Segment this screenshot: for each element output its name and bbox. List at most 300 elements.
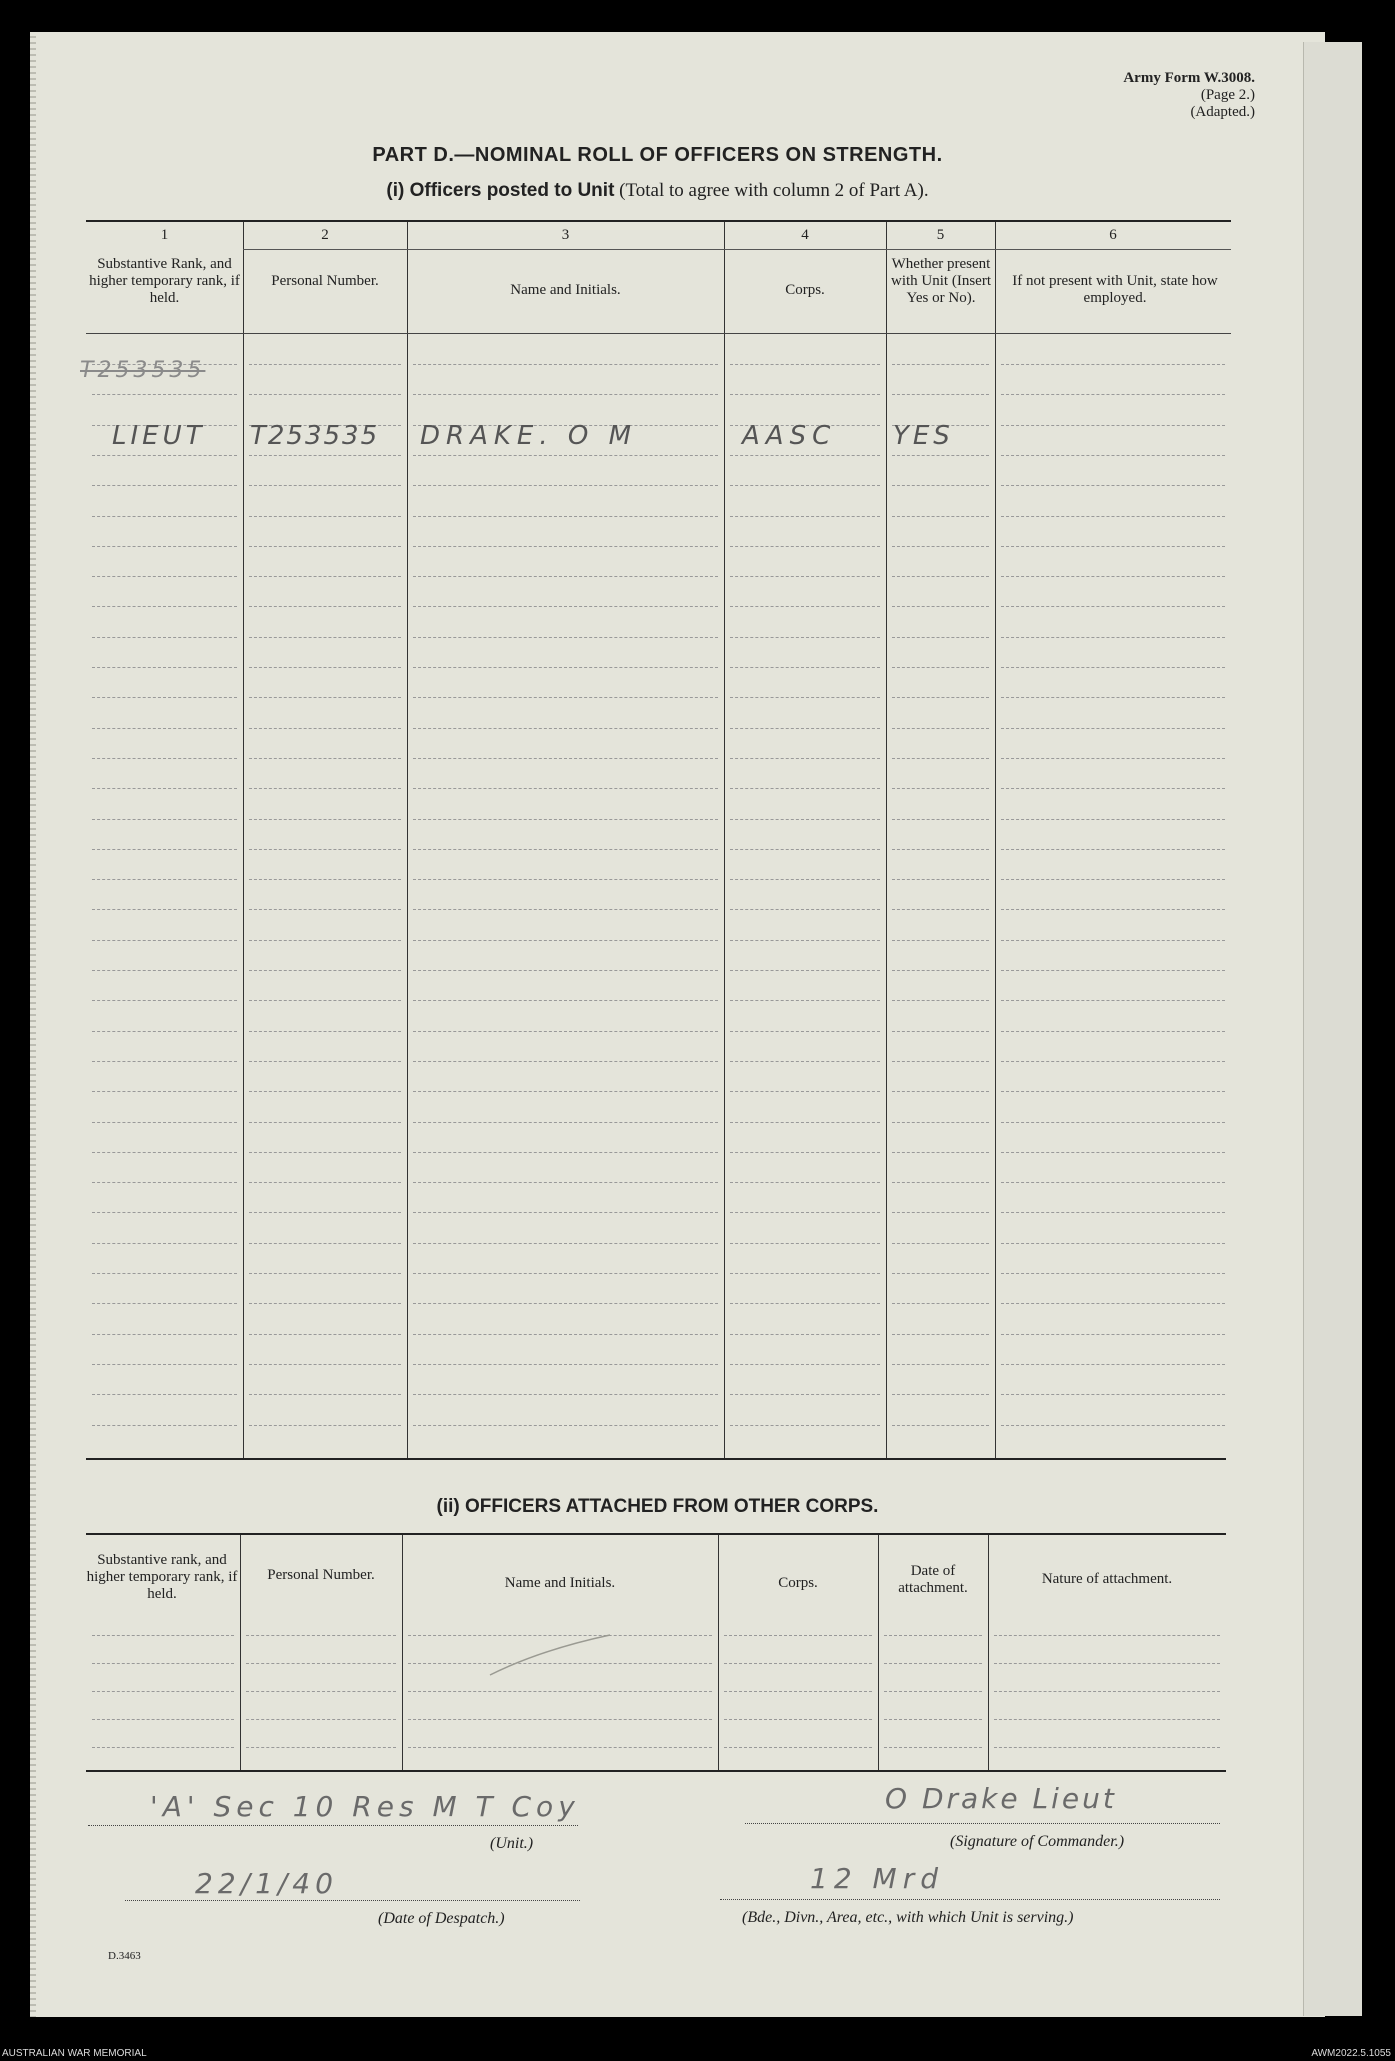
ruled-line <box>249 697 401 698</box>
ruled-line <box>92 1394 237 1395</box>
ruled-line <box>1001 606 1225 607</box>
ruled-line <box>1001 1425 1225 1426</box>
ruled-line <box>413 1425 718 1426</box>
signature-dotted-line <box>745 1823 1220 1824</box>
ruled-line <box>249 1182 401 1183</box>
ruled-line <box>1001 425 1225 426</box>
ruled-line <box>249 728 401 729</box>
table1-col-divider-4 <box>886 222 887 1458</box>
ruled-line <box>249 1243 401 1244</box>
ruled-line <box>1001 455 1225 456</box>
ruled-line <box>1001 1243 1225 1244</box>
ruled-line <box>1001 1182 1225 1183</box>
ruled-line <box>1001 1212 1225 1213</box>
header-present: Whether present with Unit (Insert Yes or No). <box>891 256 991 306</box>
header-name: Name and Initials. <box>510 282 621 298</box>
ruled-line <box>1001 728 1225 729</box>
entry-corps: AASC <box>742 421 837 451</box>
ruled-line <box>730 576 880 577</box>
ruled-line <box>408 1691 712 1692</box>
ruled-line <box>1001 576 1225 577</box>
ruled-line <box>1001 879 1225 880</box>
ruled-line <box>892 1031 989 1032</box>
ruled-line <box>892 819 989 820</box>
ruled-line <box>730 455 880 456</box>
ruled-line <box>92 1364 237 1365</box>
ruled-line <box>1001 637 1225 638</box>
ruled-line <box>249 485 401 486</box>
unit-label: (Unit.) <box>490 1835 534 1852</box>
ruled-line <box>92 1334 237 1335</box>
ruled-line <box>892 788 989 789</box>
header2-rank: Substantive rank, and higher temporary rank, if held. <box>86 1552 238 1602</box>
ruled-line <box>413 1000 718 1001</box>
form-page: (Page 2.) <box>1200 87 1255 103</box>
ruled-line <box>892 1273 989 1274</box>
ruled-line <box>413 516 718 517</box>
ruled-line <box>413 1334 718 1335</box>
ruled-line <box>413 1273 718 1274</box>
ruled-line <box>92 394 237 395</box>
ruled-line <box>92 1031 237 1032</box>
table1-number-rule <box>243 249 1231 250</box>
ruled-line <box>413 728 718 729</box>
ruled-line <box>92 606 237 607</box>
ruled-line <box>892 970 989 971</box>
ruled-line <box>730 697 880 698</box>
ruled-line <box>413 485 718 486</box>
ruled-line <box>413 576 718 577</box>
ruled-line <box>730 819 880 820</box>
ruled-line <box>884 1747 982 1748</box>
ruled-line <box>1001 1152 1225 1153</box>
ruled-line <box>92 516 237 517</box>
ruled-line <box>1001 970 1225 971</box>
ruled-line <box>92 1691 234 1692</box>
ruled-line <box>892 1394 989 1395</box>
header-corps: Corps. <box>785 282 825 298</box>
ruled-line <box>892 1303 989 1304</box>
ruled-line <box>1001 546 1225 547</box>
ruled-line <box>730 1031 880 1032</box>
col-number-4: 4 <box>801 227 809 243</box>
ruled-line <box>413 1061 718 1062</box>
ruled-line <box>413 546 718 547</box>
ruled-line <box>92 909 237 910</box>
ruled-line <box>730 394 880 395</box>
ruled-line <box>892 1182 989 1183</box>
section2-title: (ii) OFFICERS ATTACHED FROM OTHER CORPS. <box>436 1496 879 1517</box>
ruled-line <box>730 1364 880 1365</box>
ruled-line <box>730 1061 880 1062</box>
ruled-line <box>730 485 880 486</box>
entry-present: YES <box>893 421 954 451</box>
header-rank: Substantive Rank, and higher temporary rank, if held. <box>89 256 240 306</box>
ruled-line <box>994 1691 1220 1692</box>
signature-value: O Drake Lieut <box>885 1782 1117 1815</box>
ruled-line <box>892 1243 989 1244</box>
ruled-line <box>1001 758 1225 759</box>
ruled-line <box>92 1425 237 1426</box>
ruled-line <box>1001 849 1225 850</box>
ruled-line <box>892 1061 989 1062</box>
date-dotted-line <box>125 1900 580 1901</box>
ruled-line <box>413 637 718 638</box>
ruled-line <box>413 788 718 789</box>
ruled-line <box>249 1394 401 1395</box>
col-number-1: 1 <box>160 227 169 243</box>
header-personal-number: Personal Number. <box>271 273 379 289</box>
page-title: PART D.—NOMINAL ROLL OF OFFICERS ON STRENGTH. <box>372 144 943 166</box>
ruled-line <box>724 1747 872 1748</box>
ruled-line <box>249 940 401 941</box>
ruled-line <box>246 1635 396 1636</box>
ruled-line <box>413 364 718 365</box>
ruled-line <box>730 909 880 910</box>
ruled-line <box>249 455 401 456</box>
ruled-line <box>413 455 718 456</box>
ruled-line <box>1001 516 1225 517</box>
ruled-line <box>892 849 989 850</box>
form-number: Army Form W.3008. <box>1123 70 1255 86</box>
ruled-line <box>1001 1303 1225 1304</box>
ruled-line <box>249 1061 401 1062</box>
ruled-line <box>249 1425 401 1426</box>
form-code: D.3463 <box>108 1950 141 1962</box>
ruled-line <box>249 849 401 850</box>
ruled-line <box>730 606 880 607</box>
ruled-line <box>92 637 237 638</box>
ruled-line <box>892 1334 989 1335</box>
ruled-line <box>92 1091 237 1092</box>
ruled-line <box>892 909 989 910</box>
table2-col-divider-4 <box>878 1535 879 1770</box>
ruled-line <box>92 1303 237 1304</box>
ruled-line <box>892 940 989 941</box>
ruled-line <box>413 819 718 820</box>
ruled-line <box>1001 485 1225 486</box>
ruled-line <box>92 1719 234 1720</box>
col-number-2: 2 <box>321 227 329 243</box>
perforated-edge <box>30 32 36 2017</box>
signature-label: (Signature of Commander.) <box>950 1833 1125 1850</box>
header2-corps: Corps. <box>778 1575 818 1591</box>
ruled-line <box>413 1031 718 1032</box>
ruled-line <box>92 940 237 941</box>
ruled-line <box>92 1000 237 1001</box>
ruled-line <box>730 758 880 759</box>
ruled-line <box>1001 1000 1225 1001</box>
ruled-line <box>249 1122 401 1123</box>
ruled-line <box>92 1212 237 1213</box>
ruled-line <box>246 1663 396 1664</box>
ruled-line <box>1001 364 1225 365</box>
ruled-line <box>249 667 401 668</box>
ruled-line <box>1001 819 1225 820</box>
formation-dotted-line <box>720 1899 1220 1900</box>
ruled-line <box>249 1152 401 1153</box>
ruled-line <box>730 1212 880 1213</box>
ruled-line <box>892 1212 989 1213</box>
formation-label: (Bde., Divn., Area, etc., with which Unit is serving.) <box>742 1909 1074 1926</box>
ruled-line <box>413 1303 718 1304</box>
ruled-line <box>994 1747 1220 1748</box>
ruled-line <box>92 1182 237 1183</box>
ruled-line <box>730 849 880 850</box>
ruled-line <box>92 1122 237 1123</box>
ruled-line <box>413 1091 718 1092</box>
ruled-line <box>413 1212 718 1213</box>
entry-rank: LIEUT <box>112 421 206 451</box>
ruled-line <box>730 788 880 789</box>
ruled-line <box>1001 1334 1225 1335</box>
ruled-line <box>730 1000 880 1001</box>
table2-col-divider-2 <box>402 1535 403 1770</box>
ruled-line <box>92 849 237 850</box>
ruled-line <box>413 1182 718 1183</box>
ruled-line <box>730 1182 880 1183</box>
ruled-line <box>892 637 989 638</box>
header2-nature: Nature of attachment. <box>1041 1571 1173 1587</box>
underlying-sheet-edge <box>1303 42 1362 2016</box>
section1-title <box>80 180 1235 202</box>
date-label: (Date of Despatch.) <box>378 1910 505 1927</box>
ruled-line <box>249 546 401 547</box>
ruled-line <box>92 1635 234 1636</box>
ruled-line <box>413 1394 718 1395</box>
ruled-line <box>249 758 401 759</box>
ruled-line <box>730 728 880 729</box>
ruled-line <box>249 970 401 971</box>
ruled-line <box>413 697 718 698</box>
ruled-line <box>994 1719 1220 1720</box>
ruled-line <box>892 667 989 668</box>
ruled-line <box>892 758 989 759</box>
despatch-date-value: 22/1/40 <box>195 1867 338 1900</box>
ruled-line <box>724 1719 872 1720</box>
archive-bar <box>0 2047 1395 2061</box>
ruled-line <box>1001 788 1225 789</box>
ruled-line <box>92 1273 237 1274</box>
ruled-line <box>413 667 718 668</box>
ruled-line <box>92 758 237 759</box>
ruled-line <box>413 758 718 759</box>
header-employment: If not present with Unit, state how employed. <box>1012 273 1218 306</box>
ruled-line <box>92 1152 237 1153</box>
ruled-line <box>892 1152 989 1153</box>
ruled-line <box>249 1334 401 1335</box>
ruled-line <box>249 1303 401 1304</box>
table1-col-divider-3 <box>724 222 725 1458</box>
table1-top-rule <box>86 220 1231 222</box>
ruled-line <box>1001 697 1225 698</box>
ruled-line <box>730 516 880 517</box>
table1-col-divider-2 <box>407 222 408 1458</box>
table1-col-divider-1 <box>243 222 244 1458</box>
ruled-line <box>994 1663 1220 1664</box>
ruled-line <box>92 1243 237 1244</box>
ruled-line <box>1001 940 1225 941</box>
ruled-line <box>413 879 718 880</box>
ruled-line <box>413 606 718 607</box>
ruled-line <box>249 788 401 789</box>
ruled-line <box>892 1000 989 1001</box>
ruled-line <box>884 1719 982 1720</box>
entry-name: DRAKE. O M <box>420 421 638 451</box>
archive-name: AUSTRALIAN WAR MEMORIAL <box>2 2048 147 2059</box>
ruled-line <box>249 1091 401 1092</box>
ruled-line <box>413 849 718 850</box>
ruled-line <box>892 576 989 577</box>
ruled-line <box>92 1663 234 1664</box>
ruled-line <box>413 394 718 395</box>
ruled-line <box>730 546 880 547</box>
ruled-line <box>1001 1122 1225 1123</box>
table1-col-divider-5 <box>995 222 996 1458</box>
ruled-line <box>1001 909 1225 910</box>
ruled-line <box>892 546 989 547</box>
ruled-line <box>892 516 989 517</box>
ruled-line <box>892 1364 989 1365</box>
ruled-line <box>724 1663 872 1664</box>
ruled-line <box>884 1691 982 1692</box>
ruled-line <box>730 1334 880 1335</box>
ruled-line <box>92 788 237 789</box>
ruled-line <box>249 1364 401 1365</box>
ruled-line <box>892 1425 989 1426</box>
ruled-line <box>730 970 880 971</box>
ruled-line <box>413 1122 718 1123</box>
ruled-line <box>1001 667 1225 668</box>
ruled-line <box>92 697 237 698</box>
ruled-line <box>92 1747 234 1748</box>
section1-title-bold: (i) Officers posted to Unit <box>386 180 615 201</box>
ruled-line <box>730 1122 880 1123</box>
col-number-5: 5 <box>936 227 945 243</box>
ruled-line <box>413 1243 718 1244</box>
ruled-line <box>724 1635 872 1636</box>
unit-value: 'A' Sec 10 Res M T Coy <box>150 1790 580 1823</box>
ruled-line <box>730 1091 880 1092</box>
ruled-line <box>249 879 401 880</box>
col-number-6: 6 <box>1109 227 1117 243</box>
ruled-line <box>730 1394 880 1395</box>
ruled-line <box>730 1152 880 1153</box>
ruled-line <box>1001 1364 1225 1365</box>
ruled-line <box>730 667 880 668</box>
ruled-line <box>730 940 880 941</box>
table2-col-divider-1 <box>240 1535 241 1770</box>
ruled-line <box>892 728 989 729</box>
ruled-line <box>413 1152 718 1153</box>
ruled-line <box>92 667 237 668</box>
ruled-line <box>413 909 718 910</box>
ruled-line <box>730 1303 880 1304</box>
ruled-line <box>92 970 237 971</box>
ruled-line <box>249 909 401 910</box>
ruled-line <box>994 1635 1220 1636</box>
ruled-line <box>92 879 237 880</box>
ruled-line <box>246 1691 396 1692</box>
ruled-line <box>730 637 880 638</box>
ruled-line <box>892 879 989 880</box>
formation-value: 12 Mrd <box>810 1862 944 1895</box>
entry-personal-number: T253535 <box>250 421 380 451</box>
ruled-line <box>892 697 989 698</box>
ruled-line <box>249 1273 401 1274</box>
ruled-line <box>92 546 237 547</box>
ruled-line <box>1001 1031 1225 1032</box>
ruled-line <box>1001 1273 1225 1274</box>
ruled-line <box>92 1061 237 1062</box>
ruled-line <box>1001 1061 1225 1062</box>
ruled-line <box>413 1364 718 1365</box>
ruled-line <box>413 970 718 971</box>
ruled-line <box>1001 1091 1225 1092</box>
ruled-line <box>249 819 401 820</box>
header2-name: Name and Initials. <box>504 1575 616 1591</box>
ruled-line <box>249 576 401 577</box>
ruled-line <box>884 1635 982 1636</box>
ruled-line <box>92 819 237 820</box>
table2-bottom-rule <box>86 1770 1226 1772</box>
unit-dotted-line <box>88 1825 578 1826</box>
col-number-3: 3 <box>561 227 570 243</box>
ruled-line <box>249 637 401 638</box>
ruled-line <box>246 1719 396 1720</box>
ruled-line <box>249 1031 401 1032</box>
section1-title-note: (Total to agree with column 2 of Part A). <box>614 180 929 201</box>
ruled-line <box>413 940 718 941</box>
ruled-line <box>249 394 401 395</box>
form-adapted: (Adapted.) <box>1190 104 1255 120</box>
ruled-line <box>892 1091 989 1092</box>
table2-col-divider-3 <box>718 1535 719 1770</box>
table2-top-rule <box>86 1533 1226 1535</box>
ruled-line <box>892 485 989 486</box>
ruled-line <box>408 1747 712 1748</box>
ruled-line <box>249 606 401 607</box>
ruled-line <box>892 1122 989 1123</box>
ruled-line <box>249 1212 401 1213</box>
ruled-line <box>408 1719 712 1720</box>
table1-header-rule <box>86 333 1231 334</box>
ruled-line <box>1001 1394 1225 1395</box>
archive-reference: AWM2022.5.1055 <box>1311 2048 1391 2059</box>
ruled-line <box>730 879 880 880</box>
ruled-line <box>92 728 237 729</box>
ruled-line <box>1001 394 1225 395</box>
pencil-mark <box>480 1630 620 1680</box>
ruled-line <box>92 576 237 577</box>
ruled-line <box>249 1000 401 1001</box>
ruled-line <box>884 1663 982 1664</box>
ruled-line <box>892 394 989 395</box>
header2-date: Date of attachment. <box>898 1563 968 1596</box>
ruled-line <box>730 1243 880 1244</box>
form-identifier <box>1045 70 1255 121</box>
ruled-line <box>730 364 880 365</box>
ruled-line <box>246 1747 396 1748</box>
struck-entry: T253535 <box>80 358 206 383</box>
ruled-line <box>892 364 989 365</box>
ruled-line <box>892 606 989 607</box>
header2-personal-number: Personal Number. <box>267 1567 375 1583</box>
ruled-line <box>724 1691 872 1692</box>
ruled-line <box>730 1425 880 1426</box>
ruled-line <box>92 455 237 456</box>
table1-bottom-rule <box>86 1458 1226 1460</box>
